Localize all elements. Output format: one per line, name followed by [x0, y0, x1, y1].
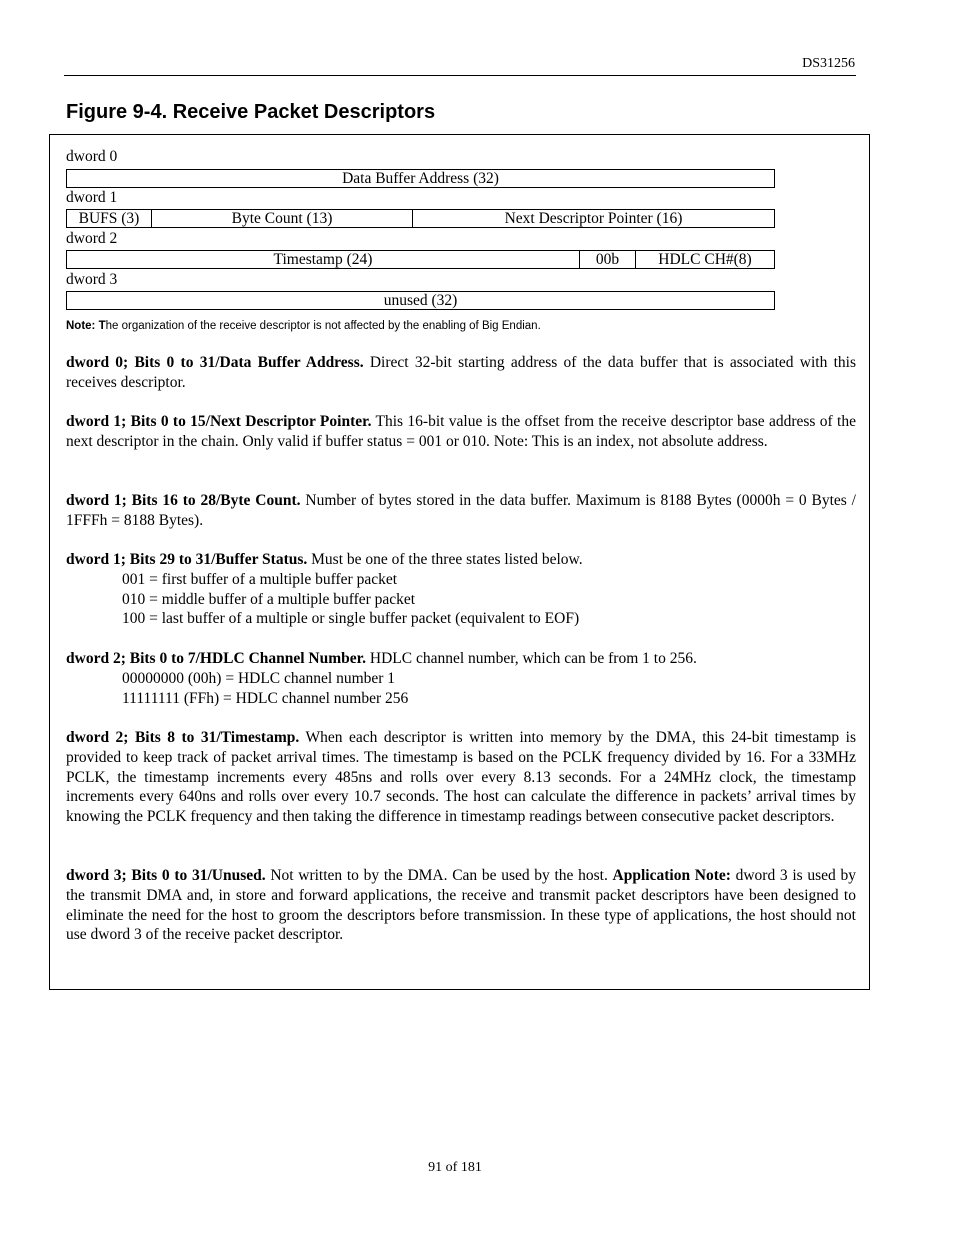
dword3-label: dword 3 [66, 271, 118, 288]
list-item: 11111111 (FFh) = HDLC channel number 256 [122, 689, 409, 707]
dword2-row [66, 250, 775, 269]
list-item: 010 = middle buffer of a multiple buffer packet [122, 590, 416, 608]
paragraph-body: Not written to by the DMA. Can be used by the host. [265, 867, 613, 884]
paragraph-hdlc-channel-number [66, 649, 856, 708]
figure-note [66, 320, 541, 332]
document-id: DS31256 [802, 56, 855, 71]
figure-title: Figure 9-4. Receive Packet Descriptors [66, 101, 436, 123]
bufs-field: BUFS (3) [78, 210, 140, 227]
zero-bits-field: 00b [579, 251, 635, 268]
paragraph-body: When each descriptor is written into memory by the DMA, this 24-bit timestamp is provided to keep track of packet arrival times. The timestamp is based on the PCLK frequency divided by 16. For a 33MHz PCLK, the timestamp increments every 485ns and rolls over every 8.13 seconds. For a 24MHz clock, the timestamp increments every 640ns and rolls over every 10.7 seconds. The host can calculate the difference in packets’ arrival times by knowing the PCLK frequency and then taking the difference in timestamp readings between consecutive packet descriptors. [66, 729, 856, 826]
dword1-row [66, 209, 775, 228]
data-buffer-address-field: Data Buffer Address (32) [342, 170, 499, 187]
paragraph-body: This 16-bit value is the offset from the receive descriptor base address of the next descriptor in the chain. Only valid if buffer status = 001 or 010. Note: This is an index, not absolute address. [66, 413, 856, 450]
paragraph-heading: dword 0; Bits 0 to 31/Data Buffer Address. [66, 354, 364, 371]
paragraph-heading: dword 1; Bits 0 to 15/Next Descriptor Pointer. [66, 413, 372, 430]
list-item: 100 = last buffer of a multiple or single buffer packet (equivalent to EOF) [122, 610, 580, 628]
paragraph-body: dword 3 is used by the transmit DMA and, in store and forward applications, the receive and transmit packet descriptors have been designed to eliminate the need for the host to groom the descriptors before transmission. In these type of applications, the host should not use dword 3 of the receive packet descriptor. [66, 867, 856, 944]
unused-field: unused (32) [383, 292, 458, 309]
paragraph-heading: dword 1; Bits 29 to 31/Buffer Status. [66, 551, 308, 568]
paragraph-buffer-status [66, 550, 856, 629]
dword1-label: dword 1 [66, 189, 118, 206]
paragraph-body: Must be one of the three states listed below. [307, 551, 583, 568]
paragraph-byte-count [66, 491, 856, 531]
note-text: he organization of the receive descriptor is not affected by the enabling of Big Endian. [105, 320, 541, 332]
dword0-row [66, 169, 775, 188]
paragraph-body: HDLC channel number, which can be from 1 to 256. [366, 650, 697, 667]
paragraph-next-descriptor-pointer [66, 412, 856, 452]
byte-count-field: Byte Count (13) [151, 210, 412, 227]
paragraph-heading: dword 3; Bits 0 to 31/Unused. [66, 867, 266, 884]
paragraph-timestamp [66, 728, 856, 827]
dword2-label: dword 2 [66, 230, 118, 247]
paragraph-heading: dword 1; Bits 16 to 28/Byte Count. [66, 492, 301, 509]
header-rule [64, 75, 856, 76]
paragraph-data-buffer-address [66, 353, 856, 393]
list-item: 001 = first buffer of a multiple buffer packet [122, 570, 398, 588]
list-item: 00000000 (00h) = HDLC channel number 1 [122, 669, 396, 687]
note-label: Note: T [66, 320, 106, 332]
paragraph-unused [66, 866, 856, 945]
page-number: 91 of 181 [428, 1160, 482, 1175]
hdlc-channel-field: HDLC CH#(8) [635, 251, 774, 268]
paragraph-heading: dword 2; Bits 8 to 31/Timestamp. [66, 729, 300, 746]
dword0-label: dword 0 [66, 148, 118, 165]
dword3-row [66, 291, 775, 310]
paragraph-body: Direct 32-bit starting address of the data buffer that is associated with this receives descriptor. [66, 354, 856, 391]
application-note-label: Application Note: [612, 867, 731, 884]
timestamp-field: Timestamp (24) [273, 251, 373, 268]
next-descriptor-pointer-field: Next Descriptor Pointer (16) [412, 210, 774, 227]
paragraph-body: Number of bytes stored in the data buffer. Maximum is 8188 Bytes (0000h = 0 Bytes / 1FFFh = 8188 Bytes). [66, 492, 856, 529]
paragraph-heading: dword 2; Bits 0 to 7/HDLC Channel Number. [66, 650, 366, 667]
